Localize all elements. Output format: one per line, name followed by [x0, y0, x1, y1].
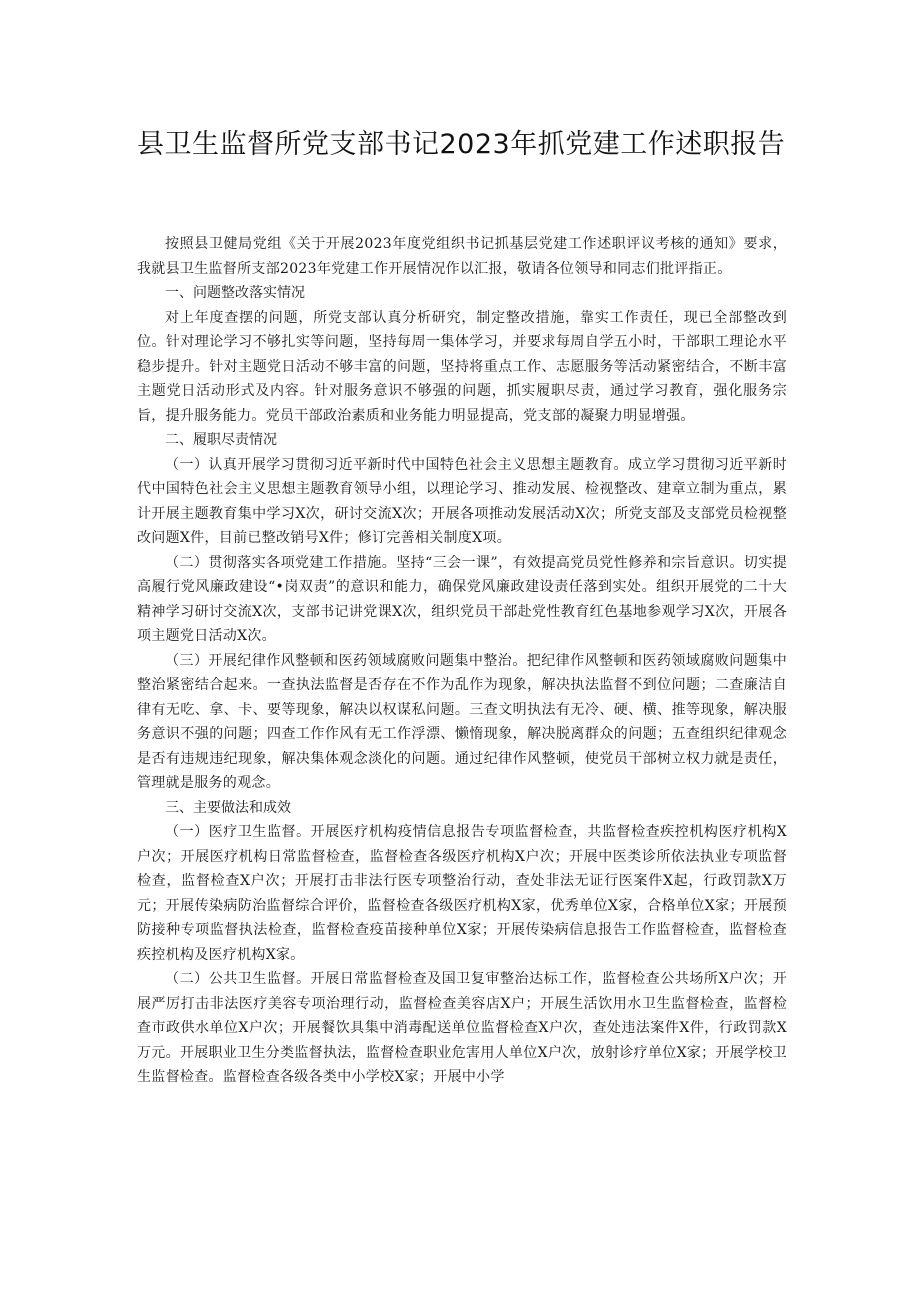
document-body: [137, 232, 787, 1090]
intro-paragraph: 按照县卫健局党组《关于开展2023年度党组织书记抓基层党建工作述职评议考核的通知》要求，我就县卫生监督所支部2023年党建工作开展情况作以汇报，敬请各位领导和同志们批评指正。: [137, 236, 787, 277]
section-heading-3: 三、主要做法和成效: [165, 799, 291, 816]
body-paragraph: （一）医疗卫生监督。开展医疗机构疫情信息报告专项监督检查，共监督检查疾控机构医疗机构X户次；开展医疗机构日常监督检查，监督检查各级医疗机构X户次；开展中医类诊所依法执业专项监督检查，监督检查X户次；开展打击非法行医专项整治行动，查处非法无证行医案件X起，行政罚款X万元；开展传染病防治监督综合评价，监督检查各级医疗机构X家，优秀单位X家，合格单位X家；开展预防接种专项监督执法检查，监督检查疫苗接种单位X家；开展传染病信息报告工作监督检查，监督检查疾控机构及医疗机构X家。: [137, 824, 787, 963]
document-title: 县卫生监督所党支部书记2023年抓党建工作述职报告: [137, 129, 786, 160]
body-paragraph: （二）贯彻落实各项党建工作措施。坚持“三会一课”，有效提高党员党性修养和宗旨意识。切实提高履行党风廉政建设“•岗双责”的意识和能力，确保党风廉政建设责任落到实处。组织开展党的二十大精神学习研讨交流X次，支部书记讲党课X次，组织党员干部赴党性教育红色基地参观学习X次，开展各项主题党日活动X次。: [137, 554, 787, 644]
body-paragraph: （一）认真开展学习贯彻习近平新时代中国特色社会主义思想主题教育。成立学习贯彻习近平新时代中国特色社会主义思想主题教育领导小组，以理论学习、推动发展、检视整改、建章立制为重点，累计开展主题教育集中学习X次，研讨交流X次；开展各项推动发展活动X次；所党支部及支部党员检视整改问题X件，目前已整改销号X件；修订完善相关制度X项。: [137, 456, 787, 546]
section-heading-1: 一、问题整改落实情况: [165, 285, 305, 301]
body-paragraph: （三）开展纪律作风整顿和医药领域腐败问题集中整治。把纪律作风整顿和医药领域腐败问题集中整治紧密结合起来。一查执法监督是否存在不作为乱作为现象，解决执法监督不到位问题；二查廉洁自律有无吃、拿、卡、要等现象，解决以权谋私问题。三查文明执法有无冷、硬、横、推等现象，解决服务意识不强的问题；四查工作作风有无工作浮漂、懒惰现象，解决脱离群众的问题；五查组织纪律观念是否有违规违纪现象，解决集体观念淡化的问题。通过纪律作风整顿，使党员干部树立权力就是责任，管理就是服务的观念。: [137, 652, 787, 791]
body-paragraph: 对上年度查摆的问题，所党支部认真分析研究，制定整改措施，靠实工作责任，现已全部整改到位。针对理论学习不够扎实等问题，坚持每周一集体学习，并要求每周自学五小时，干部职工理论水平稳步提升。针对主题党日活动不够丰富的问题，坚持将重点工作、志愿服务等活动紧密结合，不断丰富主题党日活动形式及内容。针对服务意识不够强的问题，抓实履职尽责，通过学习教育，强化服务宗旨，提升服务能力。党员干部政治素质和业务能力明显提高，党支部的凝聚力明显增强。: [137, 309, 787, 424]
section-heading-2: 二、履职尽责情况: [165, 432, 277, 448]
body-paragraph: （二）公共卫生监督。开展日常监督检查及国卫复审整治达标工作，监督检查公共场所X户次；开展严厉打击非法医疗美容专项治理行动，监督检查美容店X户；开展生活饮用水卫生监督检查，监督检查市政供水单位X户次；开展餐饮具集中消毒配送单位监督检查X户次，查处违法案件X件，行政罚款X万元。开展职业卫生分类监督执法，监督检查职业危害用人单位X户次，放射诊疗单位X家；开展学校卫生监督检查。监督检查各级各类中小学校X家；开展中小学: [137, 971, 787, 1085]
